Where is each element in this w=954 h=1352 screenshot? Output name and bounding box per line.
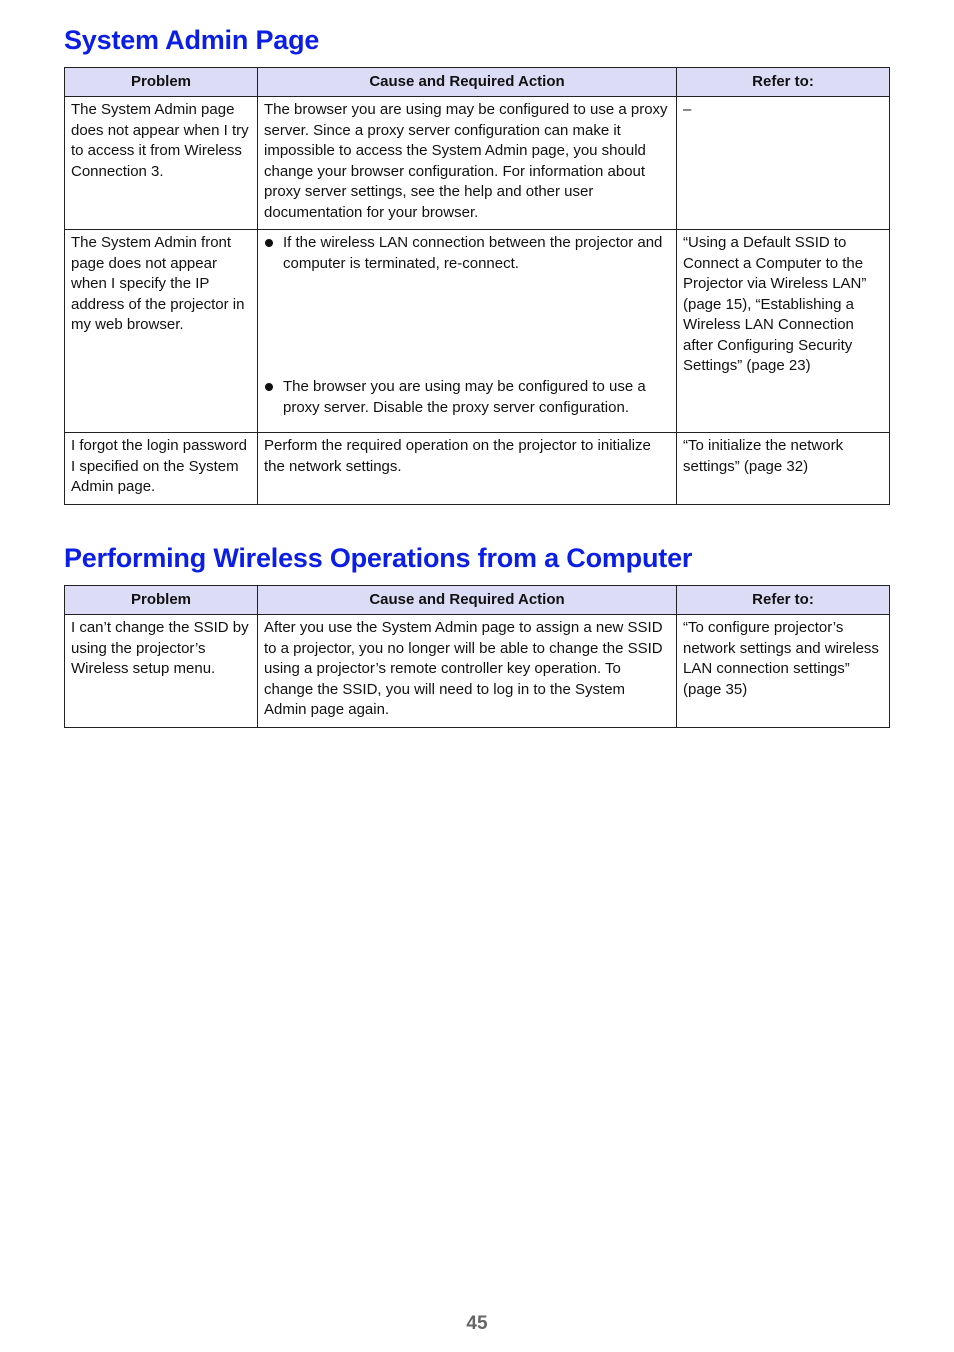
cause-cell: Perform the required operation on the projector to initialize the network settings. [258, 433, 677, 505]
page-number: 45 [466, 1313, 488, 1334]
bullet-text: If the wireless LAN connection between the projector and computer is terminated, re-connect. [283, 234, 663, 272]
column-header-problem: Problem [65, 68, 258, 97]
table-row [65, 433, 890, 505]
refer-cell: “To initialize the network settings” (page 32) [677, 433, 890, 505]
problem-cell: The System Admin front page does not appear when I specify the IP address of the projector in my web browser. [65, 230, 258, 433]
cause-cell: The browser you are using may be configured to use a proxy server. Since a proxy server configuration can make it impossible to access the System Admin page, you should change your browser configuration. For information about proxy server settings, see the help and other user documentation for your browser. [258, 97, 677, 230]
refer-cell: “To configure projector’s network settings and wireless LAN connection settings” (page 35) [677, 615, 890, 728]
table-header-row [65, 68, 890, 97]
column-header-refer: Refer to: [677, 68, 890, 97]
cause-cell [258, 230, 677, 433]
column-header-problem: Problem [65, 586, 258, 615]
table-row [65, 615, 890, 728]
problem-cell: I forgot the login password I specified on the System Admin page. [65, 433, 258, 505]
troubleshooting-table-wireless-operations [64, 585, 890, 728]
column-header-refer: Refer to: [677, 586, 890, 615]
column-header-cause: Cause and Required Action [258, 68, 677, 97]
column-header-cause: Cause and Required Action [258, 586, 677, 615]
troubleshooting-table-system-admin [64, 67, 890, 505]
problem-cell: The System Admin page does not appear when I try to access it from Wireless Connection 3. [65, 97, 258, 230]
bullet-icon [265, 239, 273, 247]
cause-cell: After you use the System Admin page to assign a new SSID to a projector, you no longer will be able to change the SSID using a projector’s remote controller key operation. To change the SSID, you will need to log in to the System Admin page again. [258, 615, 677, 728]
list-item [264, 377, 670, 418]
refer-cell: “Using a Default SSID to Connect a Computer to the Projector via Wireless LAN” (page 15), “Establishing a Wireless LAN Connection after Configuring Security Settings” (page 23) [677, 230, 890, 433]
refer-cell: – [677, 97, 890, 230]
cause-bullet-list [264, 233, 670, 418]
list-item [264, 233, 670, 274]
problem-cell: I can’t change the SSID by using the projector’s Wireless setup menu. [65, 615, 258, 728]
bullet-text: The browser you are using may be configured to use a proxy server. Disable the proxy server configuration. [283, 378, 646, 416]
table-header-row [65, 586, 890, 615]
table-row [65, 97, 890, 230]
section-title-wireless-operations: Performing Wireless Operations from a Computer [64, 543, 693, 573]
table-row [65, 230, 890, 433]
bullet-icon [265, 383, 273, 391]
section-title-system-admin: System Admin Page [64, 25, 320, 55]
